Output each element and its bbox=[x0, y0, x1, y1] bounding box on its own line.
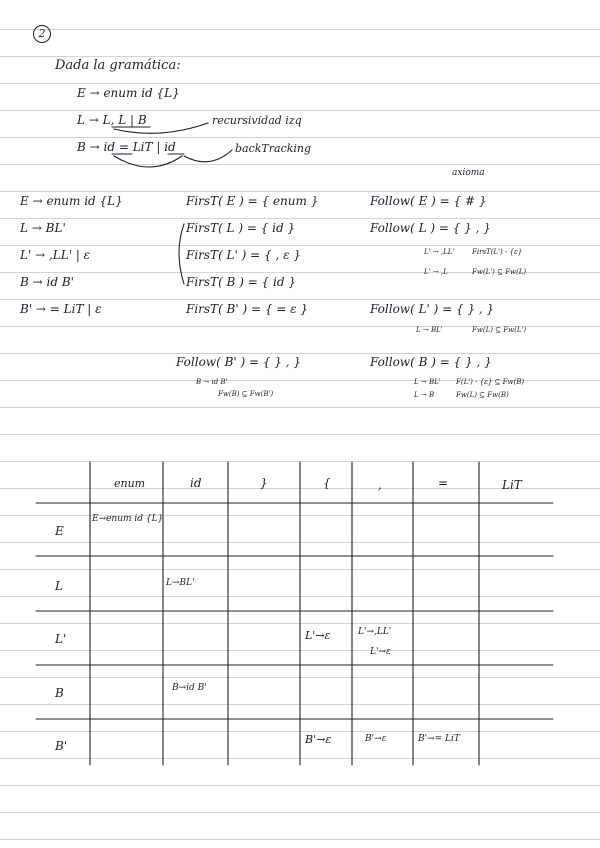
exercise-number: 2 bbox=[33, 25, 51, 43]
follow-l-note2: L' → ,L bbox=[424, 268, 448, 276]
table-header-id: id bbox=[190, 476, 202, 490]
follow-b-note1b: F(L') - {ε} ⊆ Fw(B) bbox=[456, 378, 525, 386]
table-cell-bp-open-brace: B'→ε bbox=[305, 733, 332, 746]
rule-l-prime: L' → ,LL' | ε bbox=[20, 248, 91, 262]
follow-b-note1: L → BL' bbox=[414, 378, 441, 386]
axiom-note: axioma bbox=[452, 168, 485, 178]
table-cell-b-id: B→id B' bbox=[172, 683, 207, 693]
rule-l: L → BL' bbox=[20, 221, 66, 235]
follow-l-note2b: Fw(L') ⊆ Fw(L) bbox=[472, 268, 527, 276]
table-row-label-l: L bbox=[55, 579, 63, 593]
follow-l-note1: L' → ,LL' bbox=[424, 248, 455, 256]
table-cell-l-id: L→BL' bbox=[166, 578, 195, 588]
table-row-label-b-prime: B' bbox=[55, 739, 68, 753]
rule-b: B → id B' bbox=[20, 275, 74, 289]
table-header-enum: enum bbox=[114, 477, 146, 490]
table-cell-bp-comma: B'→ε bbox=[365, 734, 387, 744]
exercise-title: Dada la gramática: bbox=[55, 58, 181, 73]
rule-b-prime: B' → = LiT | ε bbox=[20, 302, 102, 316]
table-cell-bp-equals: B'→= LiT bbox=[418, 734, 460, 744]
rule-e: E → enum id {L} bbox=[20, 194, 123, 208]
follow-l: Follow( L ) = { } , } bbox=[370, 221, 491, 235]
table-header-equals: = bbox=[438, 476, 449, 490]
follow-b-prime-note1: B → id B' bbox=[196, 378, 228, 386]
table-header-close-brace: } bbox=[260, 476, 268, 490]
follow-b-note2b: Fw(L) ⊆ Fw(B) bbox=[456, 391, 509, 399]
follow-b-note2: L → B bbox=[414, 391, 435, 399]
follow-b: Follow( B ) = { } , } bbox=[370, 355, 492, 369]
table-row-label-l-prime: L' bbox=[55, 632, 67, 646]
table-header-lit: LiT bbox=[502, 478, 522, 492]
table-cell-lp-comma: L'→,LL' bbox=[358, 627, 392, 637]
table-header-open-brace: { bbox=[323, 476, 331, 490]
grammar-rule-b: B → id = LiT | id bbox=[77, 140, 176, 154]
table-row-label-e: E bbox=[55, 524, 64, 538]
table-cell-e-enum: E→enum id {L} bbox=[92, 514, 164, 524]
follow-l-prime-note1: L → BL' bbox=[416, 326, 443, 334]
note-left-recursion: recursividad izq bbox=[212, 114, 302, 127]
first-e: FirsT( E ) = { enum } bbox=[186, 194, 319, 208]
follow-b-prime: Follow( B' ) = { } , } bbox=[176, 355, 302, 369]
note-backtracking: backTracking bbox=[235, 142, 312, 155]
first-b: FirsT( B ) = { id } bbox=[186, 275, 296, 289]
grammar-rule-e: E → enum id {L} bbox=[77, 86, 180, 100]
table-cell-lp-comma-extra: L'→ε bbox=[370, 647, 391, 657]
first-l-prime: FirsT( L' ) = { , ε } bbox=[186, 248, 301, 262]
follow-b-prime-note2: Fw(B) ⊆ Fw(B') bbox=[218, 390, 274, 398]
first-b-prime: FirsT( B' ) = { = ε } bbox=[186, 302, 309, 316]
follow-l-prime-note1b: Fw(L) ⊆ Fw(L') bbox=[472, 326, 527, 334]
follow-l-prime: Follow( L' ) = { } , } bbox=[370, 302, 495, 316]
first-l: FirsT( L ) = { id } bbox=[186, 221, 296, 235]
grammar-rule-l: L → L, L | B bbox=[77, 113, 147, 127]
table-row-label-b: B bbox=[55, 686, 64, 700]
follow-l-note1b: FirsT(L') - {ε} bbox=[472, 248, 523, 256]
follow-e: Follow( E ) = { # } bbox=[370, 194, 487, 208]
table-header-comma: , bbox=[378, 478, 382, 492]
table-cell-lp-open-brace: L'→ε bbox=[305, 629, 331, 642]
